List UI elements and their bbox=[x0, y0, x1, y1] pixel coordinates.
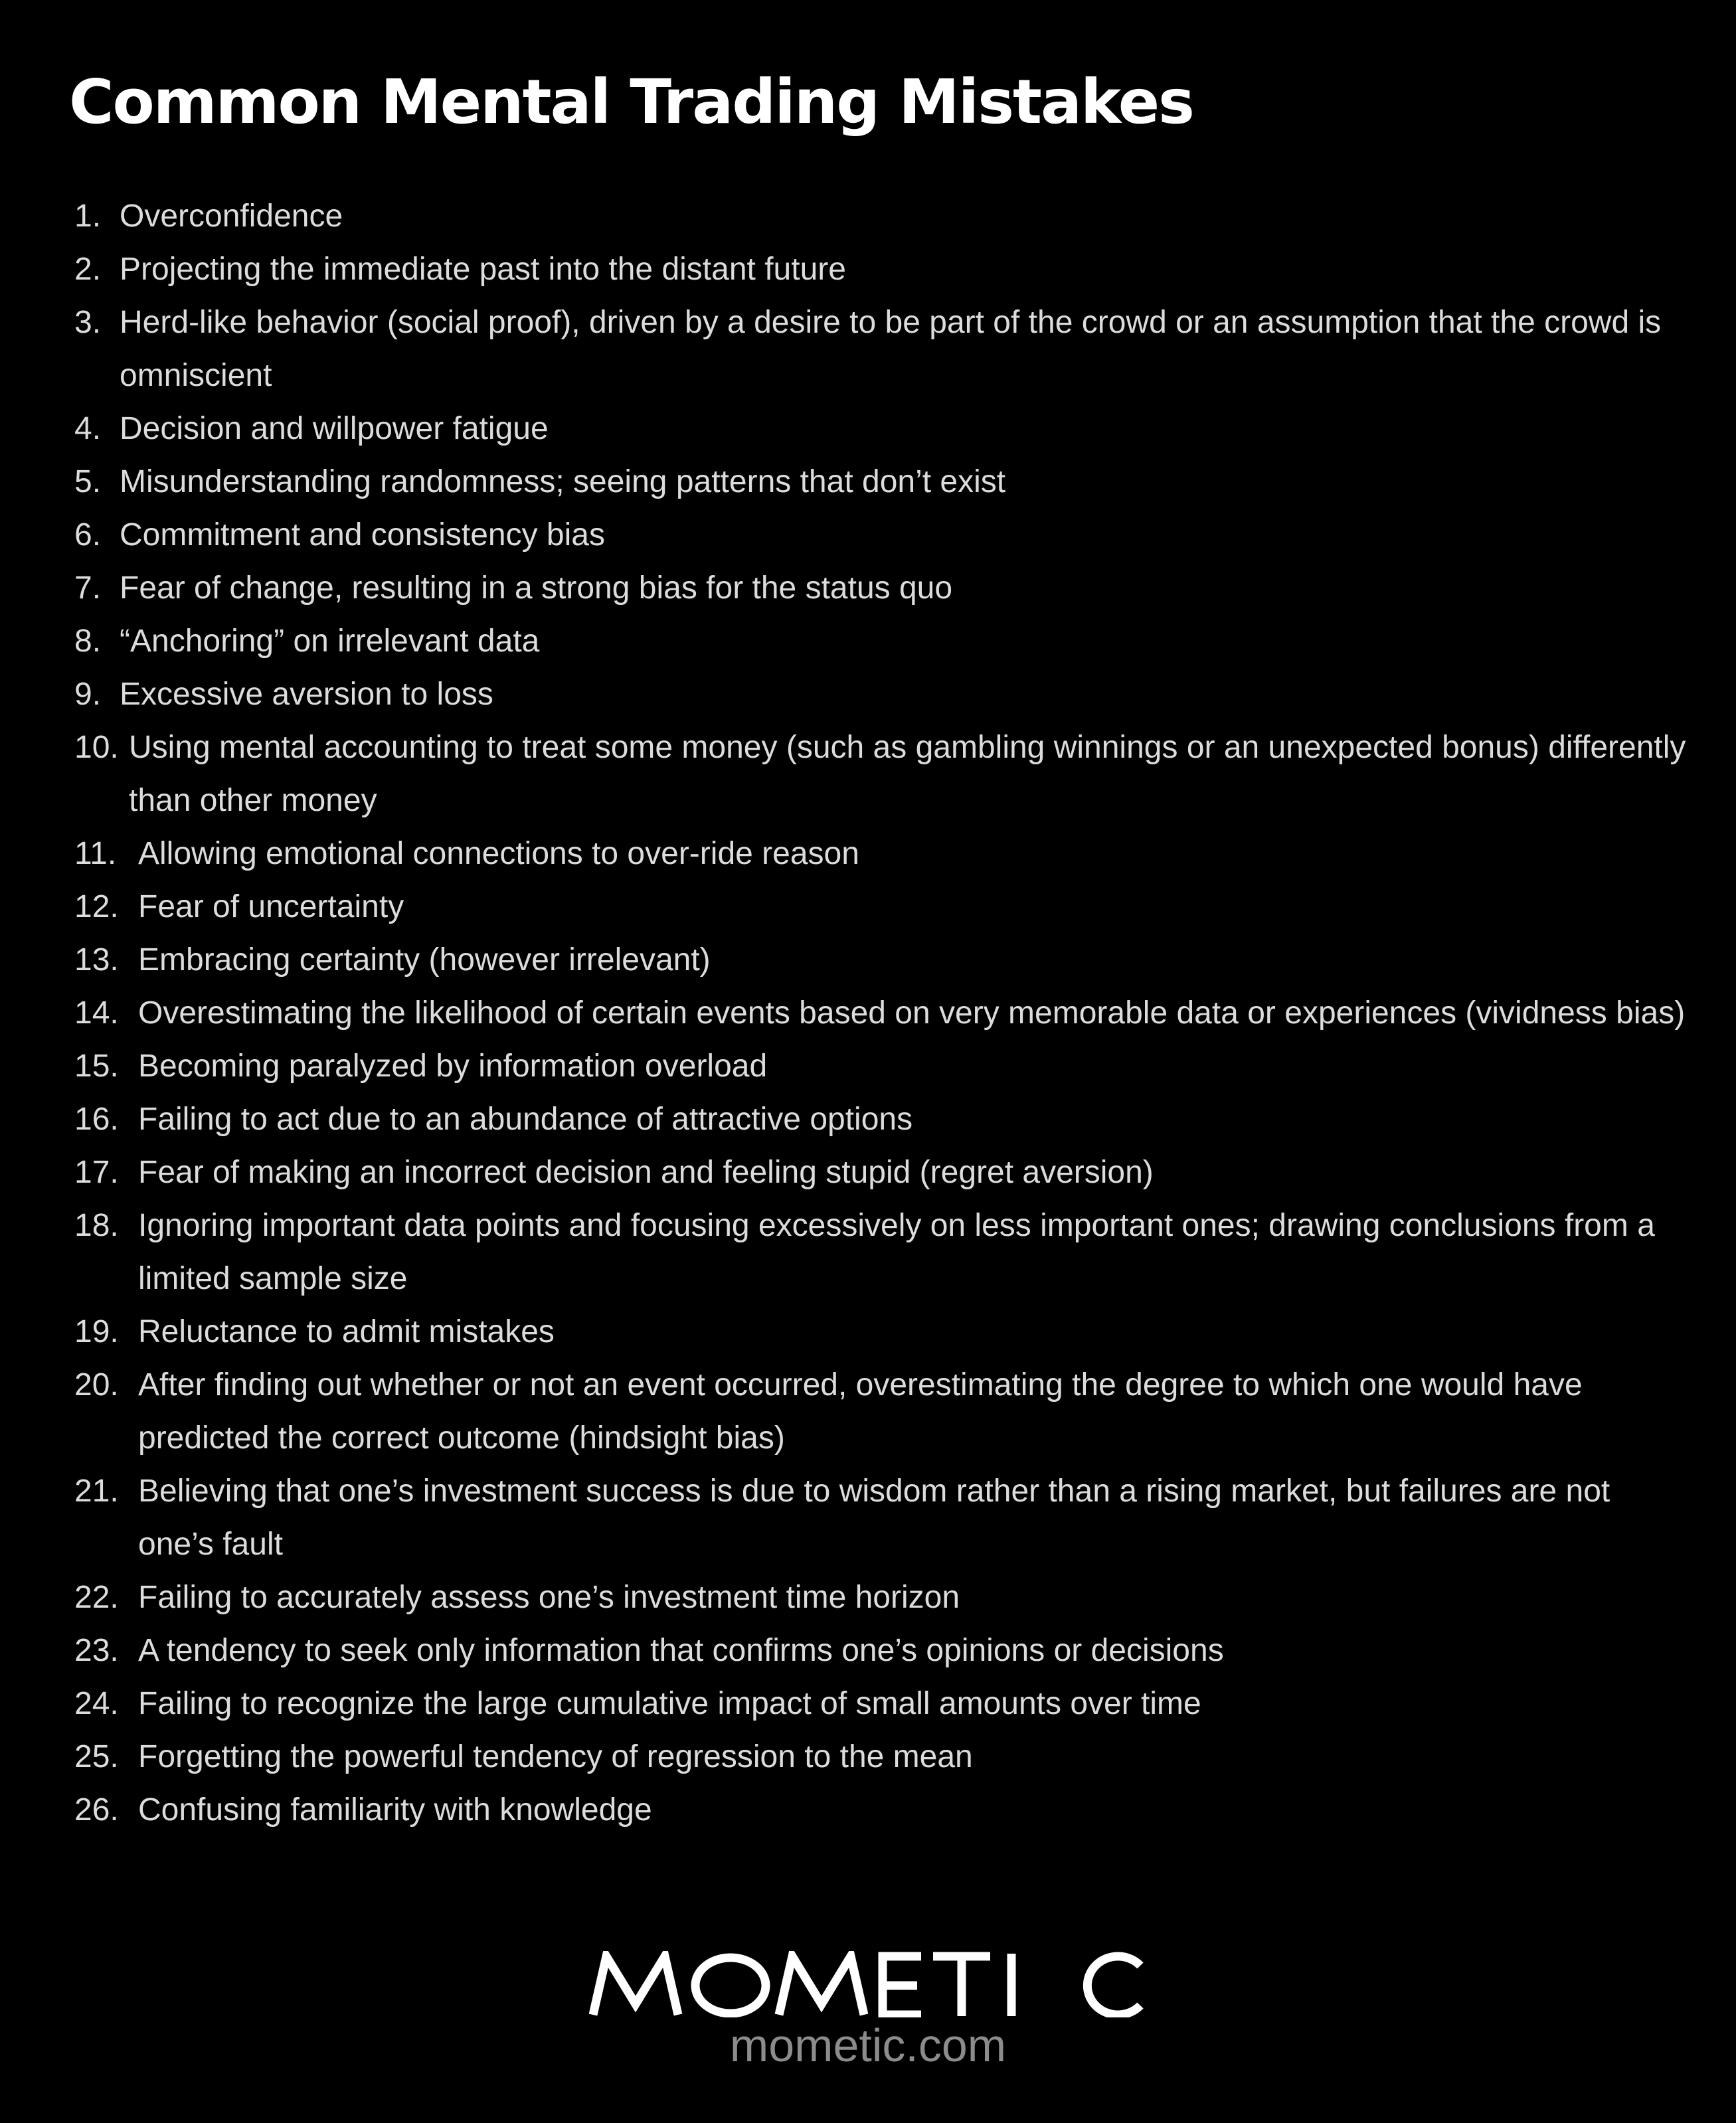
item-text: Reluctance to admit mistakes bbox=[138, 1314, 555, 1349]
list-item bbox=[74, 721, 1688, 827]
list-item bbox=[74, 827, 1688, 881]
list-item bbox=[74, 615, 1688, 668]
item-text: Failing to accurately assess one’s investment time horizon bbox=[138, 1580, 960, 1615]
item-number: 21. bbox=[74, 1474, 119, 1509]
item-text: Fear of change, resulting in a strong bias for the status quo bbox=[120, 570, 953, 606]
list-item bbox=[74, 190, 1688, 243]
list-item bbox=[74, 1571, 1688, 1624]
item-text: Failing to recognize the large cumulative impact of small amounts over time bbox=[138, 1686, 1201, 1721]
item-text: Allowing emotional connections to over-ride reason bbox=[138, 836, 859, 871]
list-item bbox=[74, 509, 1688, 562]
list-item bbox=[74, 1465, 1688, 1571]
item-text: Ignoring important data points and focusing excessively on less important ones; drawing conclusions from a limited sample size bbox=[138, 1208, 1655, 1296]
item-number: 13. bbox=[74, 942, 119, 977]
item-number: 3. bbox=[74, 305, 102, 340]
item-text: Fear of uncertainty bbox=[138, 889, 404, 924]
item-number: 19. bbox=[74, 1314, 119, 1349]
item-text: Forgetting the powerful tendency of regression to the mean bbox=[138, 1739, 973, 1774]
item-text: Using mental accounting to treat some money (such as gambling winnings or an unexpected bonus) differently than other money bbox=[129, 730, 1686, 818]
item-number: 15. bbox=[74, 1049, 119, 1084]
item-number: 4. bbox=[74, 411, 102, 446]
item-text: Overestimating the likelihood of certain events based on very memorable data or experiences (vividness bias) bbox=[138, 995, 1686, 1031]
list-item bbox=[74, 881, 1688, 934]
brand-url[interactable]: mometic.com bbox=[729, 2019, 1007, 2071]
list-item bbox=[74, 296, 1688, 402]
item-text: A tendency to seek only information that confirms one’s opinions or decisions bbox=[138, 1633, 1224, 1668]
item-text: Overconfidence bbox=[120, 199, 343, 234]
item-number: 16. bbox=[74, 1102, 119, 1137]
item-number: 12. bbox=[74, 889, 119, 924]
item-text: Misunderstanding randomness; seeing patterns that don’t exist bbox=[120, 464, 1006, 499]
mistakes-list bbox=[74, 190, 1688, 1837]
list-item bbox=[74, 1093, 1688, 1146]
item-number: 6. bbox=[74, 517, 102, 552]
list-item bbox=[74, 934, 1688, 987]
item-text: After finding out whether or not an event occurred, overestimating the degree to which one would have predicted the correct outcome (hindsight bias) bbox=[138, 1367, 1583, 1456]
item-number: 2. bbox=[74, 252, 102, 287]
item-number: 11. bbox=[74, 836, 117, 871]
item-number: 17. bbox=[74, 1155, 119, 1190]
item-number: 18. bbox=[74, 1208, 119, 1243]
item-text: “Anchoring” on irrelevant data bbox=[120, 624, 540, 659]
item-text: Confusing familiarity with knowledge bbox=[138, 1792, 652, 1827]
item-number: 26. bbox=[74, 1792, 119, 1827]
mometic-logo bbox=[589, 1951, 1147, 2017]
list-item bbox=[74, 1359, 1688, 1465]
item-text: Embracing certainty (however irrelevant) bbox=[138, 942, 711, 977]
list-item bbox=[74, 987, 1688, 1040]
item-number: 14. bbox=[74, 995, 119, 1031]
item-text: Projecting the immediate past into the distant future bbox=[120, 252, 846, 287]
list-item bbox=[74, 562, 1688, 615]
item-text: Herd-like behavior (social proof), driven by a desire to be part of the crowd or an assumption that the crowd is omniscient bbox=[120, 305, 1662, 393]
list-item bbox=[74, 1784, 1688, 1837]
item-number: 23. bbox=[74, 1633, 119, 1668]
list-item bbox=[74, 1306, 1688, 1359]
item-text: Excessive aversion to loss bbox=[120, 677, 493, 712]
list-item bbox=[74, 1040, 1688, 1093]
list-item bbox=[74, 1677, 1688, 1731]
list-item bbox=[74, 1624, 1688, 1677]
item-text: Becoming paralyzed by information overload bbox=[138, 1049, 768, 1084]
item-number: 9. bbox=[74, 677, 102, 712]
item-number: 1. bbox=[74, 199, 102, 234]
item-number: 20. bbox=[74, 1367, 119, 1402]
list-item bbox=[74, 668, 1688, 721]
item-number: 5. bbox=[74, 464, 102, 499]
item-number: 8. bbox=[74, 624, 102, 659]
item-number: 7. bbox=[74, 570, 102, 606]
list-item bbox=[74, 243, 1688, 296]
list-item bbox=[74, 1146, 1688, 1199]
item-number: 10. bbox=[74, 730, 119, 765]
item-text: Failing to act due to an abundance of attractive options bbox=[138, 1102, 913, 1137]
item-text: Fear of making an incorrect decision and feeling stupid (regret aversion) bbox=[138, 1155, 1154, 1190]
list-item bbox=[74, 402, 1688, 456]
page-title: Common Mental Trading Mistakes bbox=[69, 66, 1193, 137]
item-text: Believing that one’s investment success is due to wisdom rather than a rising market, but failures are not one’s fault bbox=[138, 1474, 1610, 1562]
list-item bbox=[74, 1731, 1688, 1784]
list-item bbox=[74, 456, 1688, 509]
item-number: 25. bbox=[74, 1739, 119, 1774]
item-text: Decision and willpower fatigue bbox=[120, 411, 549, 446]
item-number: 22. bbox=[74, 1580, 119, 1615]
item-number: 24. bbox=[74, 1686, 119, 1721]
brand-footer bbox=[0, 1951, 1736, 2072]
item-text: Commitment and consistency bias bbox=[120, 517, 605, 552]
list-item bbox=[74, 1199, 1688, 1306]
